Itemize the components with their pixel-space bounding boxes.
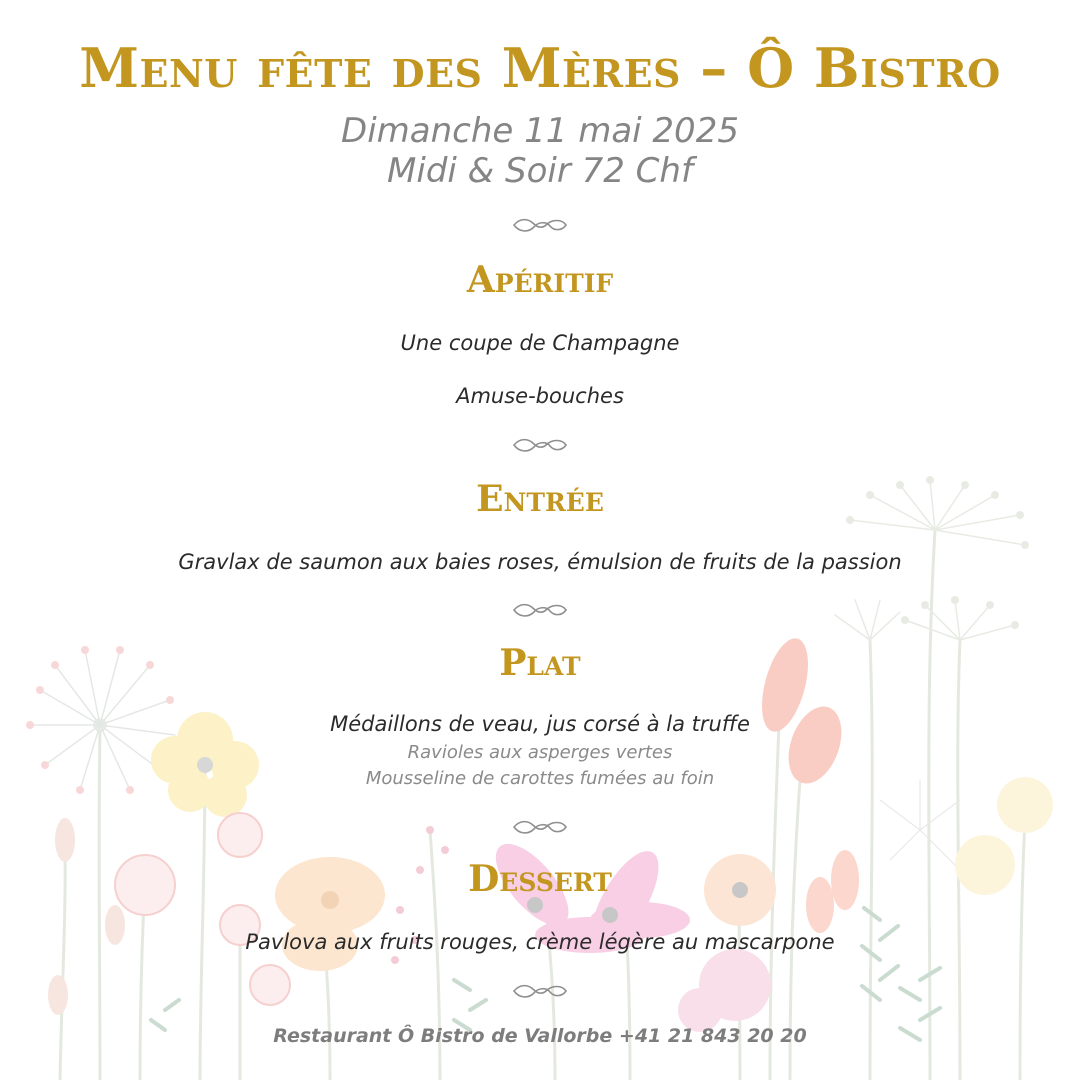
flourish-divider-icon bbox=[510, 816, 570, 838]
flourish-divider-icon bbox=[510, 980, 570, 1002]
section-title-plat: Plat bbox=[499, 642, 581, 684]
flourish-divider-icon bbox=[510, 599, 570, 621]
menu-date: Dimanche 11 mai 2025 bbox=[341, 111, 739, 151]
menu-price: Midi & Soir 72 Chf bbox=[387, 151, 693, 191]
flourish-divider-icon bbox=[510, 434, 570, 456]
entree-item: Gravlax de saumon aux baies roses, émulsion de fruits de la passion bbox=[178, 550, 902, 574]
section-title-aperitif: Apéritif bbox=[466, 259, 614, 301]
aperitif-item: Une coupe de Champagne bbox=[400, 331, 680, 355]
plat-item-side: Ravioles aux asperges vertes bbox=[407, 742, 673, 763]
plat-item-main: Médaillons de veau, jus corsé à la truffe bbox=[330, 712, 750, 736]
flourish-divider-icon bbox=[510, 214, 570, 236]
dessert-item: Pavlova aux fruits rouges, crème légère au mascarpone bbox=[245, 930, 835, 954]
menu-title: Menu fête des Mères – Ô Bistro bbox=[79, 36, 1001, 100]
aperitif-item: Amuse-bouches bbox=[456, 384, 624, 408]
section-title-dessert: Dessert bbox=[468, 858, 612, 900]
restaurant-contact-footer: Restaurant Ô Bistro de Vallorbe +41 21 843 20 20 bbox=[273, 1025, 807, 1047]
section-title-entree: Entrée bbox=[476, 478, 604, 520]
plat-item-side: Mousseline de carottes fumées au foin bbox=[365, 768, 715, 789]
